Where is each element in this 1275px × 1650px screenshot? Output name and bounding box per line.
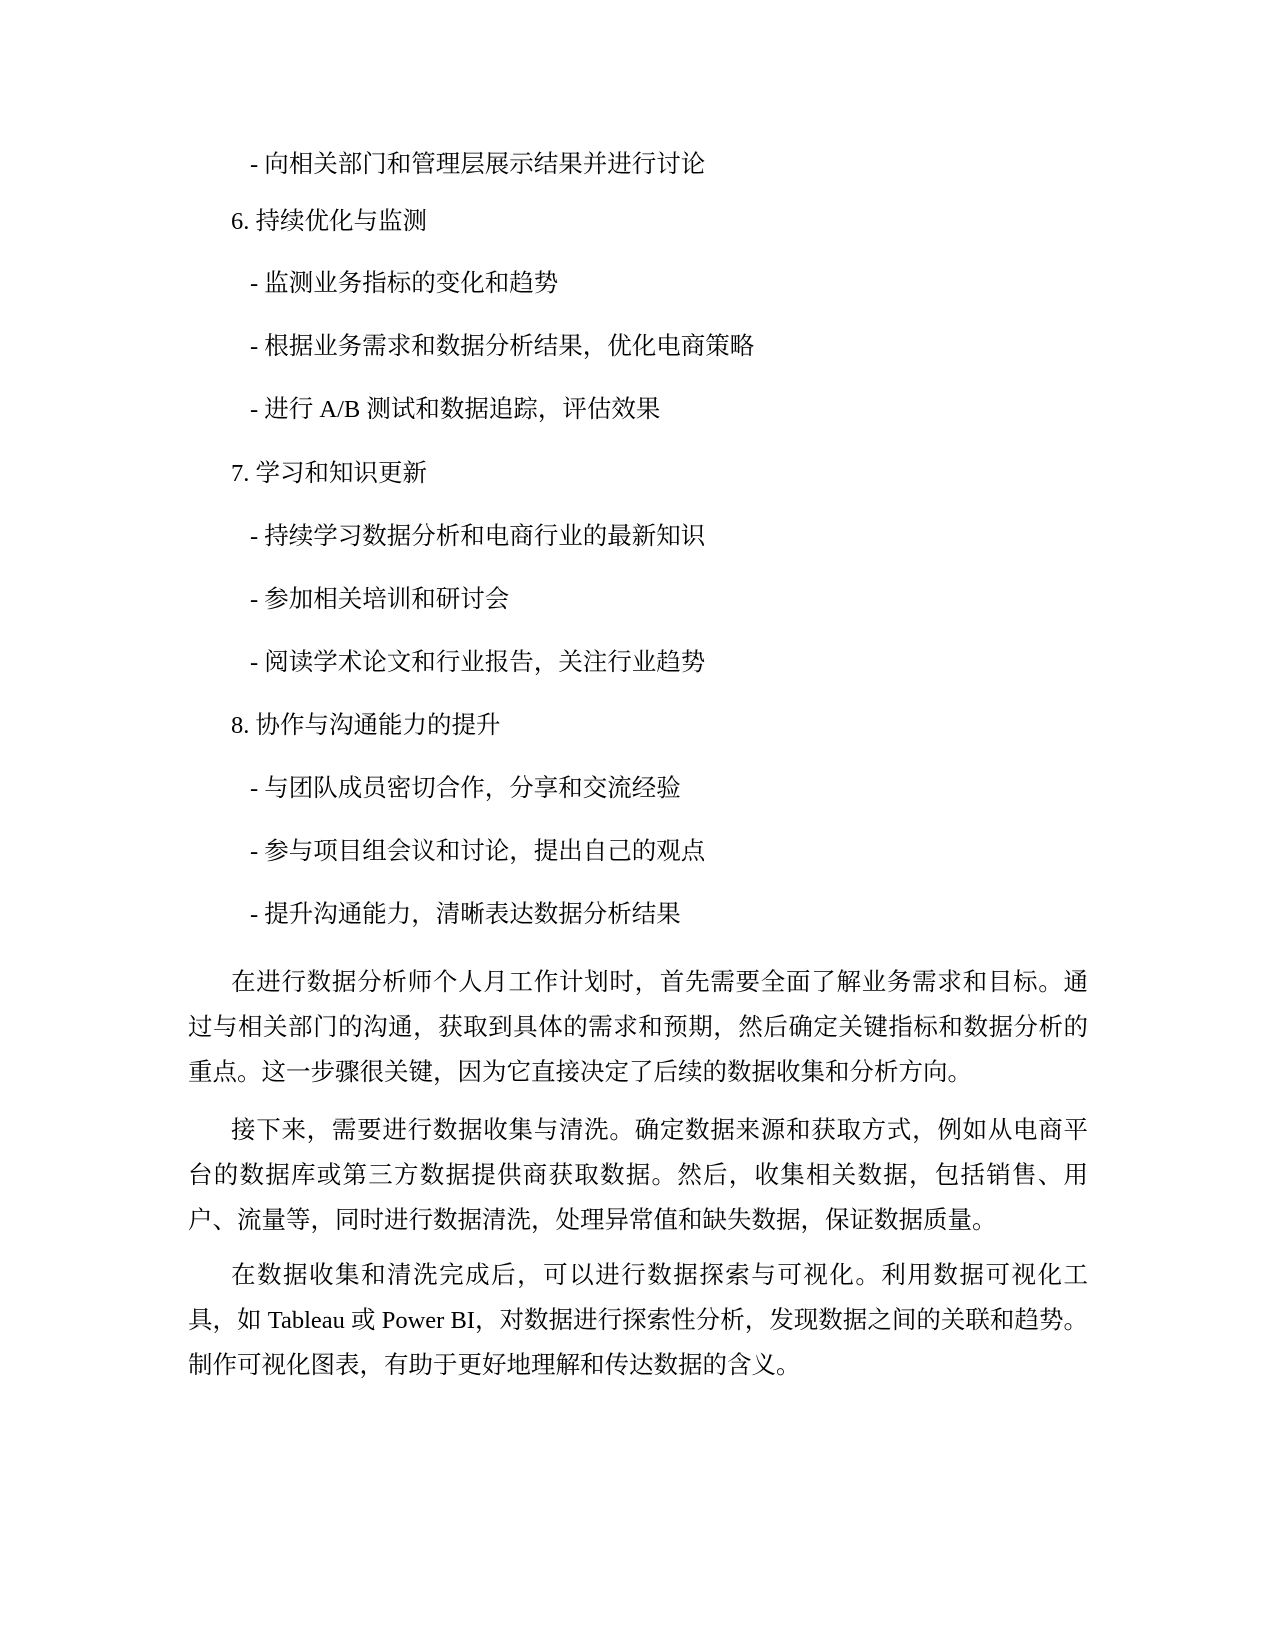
list-bullet: - 与团队成员密切合作，分享和交流经验 xyxy=(250,775,681,802)
list-bullet: - 参与项目组会议和讨论，提出自己的观点 xyxy=(250,838,706,865)
list-bullet: - 阅读学术论文和行业报告，关注行业趋势 xyxy=(250,649,706,676)
body-paragraph: 在数据收集和清洗完成后，可以进行数据探索与可视化。利用数据可视化工具，如 Tableau 或 Power BI，对数据进行探索性分析，发现数据之间的关联和趋势。制作可视化图表，有助于更好地理解和传达数据的含义。 xyxy=(188,1262,1088,1379)
list-bullet: - 根据业务需求和数据分析结果，优化电商策略 xyxy=(250,333,755,360)
body-paragraph: 在进行数据分析师个人月工作计划时，首先需要全面了解业务需求和目标。通过与相关部门的沟通，获取到具体的需求和预期，然后确定关键指标和数据分析的重点。这一步骤很关键，因为它直接决定了后续的数据收集和分析方向。 xyxy=(188,969,1088,1086)
list-bullet: - 持续学习数据分析和电商行业的最新知识 xyxy=(250,523,706,550)
section-heading: 7. 学习和知识更新 xyxy=(231,460,427,487)
section-heading: 8. 协作与沟通能力的提升 xyxy=(231,712,501,739)
list-bullet: - 进行 A/B 测试和数据追踪，评估效果 xyxy=(250,396,661,423)
section-heading: 6. 持续优化与监测 xyxy=(231,208,427,235)
list-bullet: - 向相关部门和管理层展示结果并进行讨论 xyxy=(250,151,706,178)
list-bullet: - 参加相关培训和研讨会 xyxy=(250,586,510,613)
body-paragraph: 接下来，需要进行数据收集与清洗。确定数据来源和获取方式，例如从电商平台的数据库或第三方数据提供商获取数据。然后，收集相关数据，包括销售、用户、流量等，同时进行数据清洗，处理异常值和缺失数据，保证数据质量。 xyxy=(188,1117,1088,1234)
list-bullet: - 监测业务指标的变化和趋势 xyxy=(250,270,559,297)
list-bullet: - 提升沟通能力，清晰表达数据分析结果 xyxy=(250,901,681,928)
